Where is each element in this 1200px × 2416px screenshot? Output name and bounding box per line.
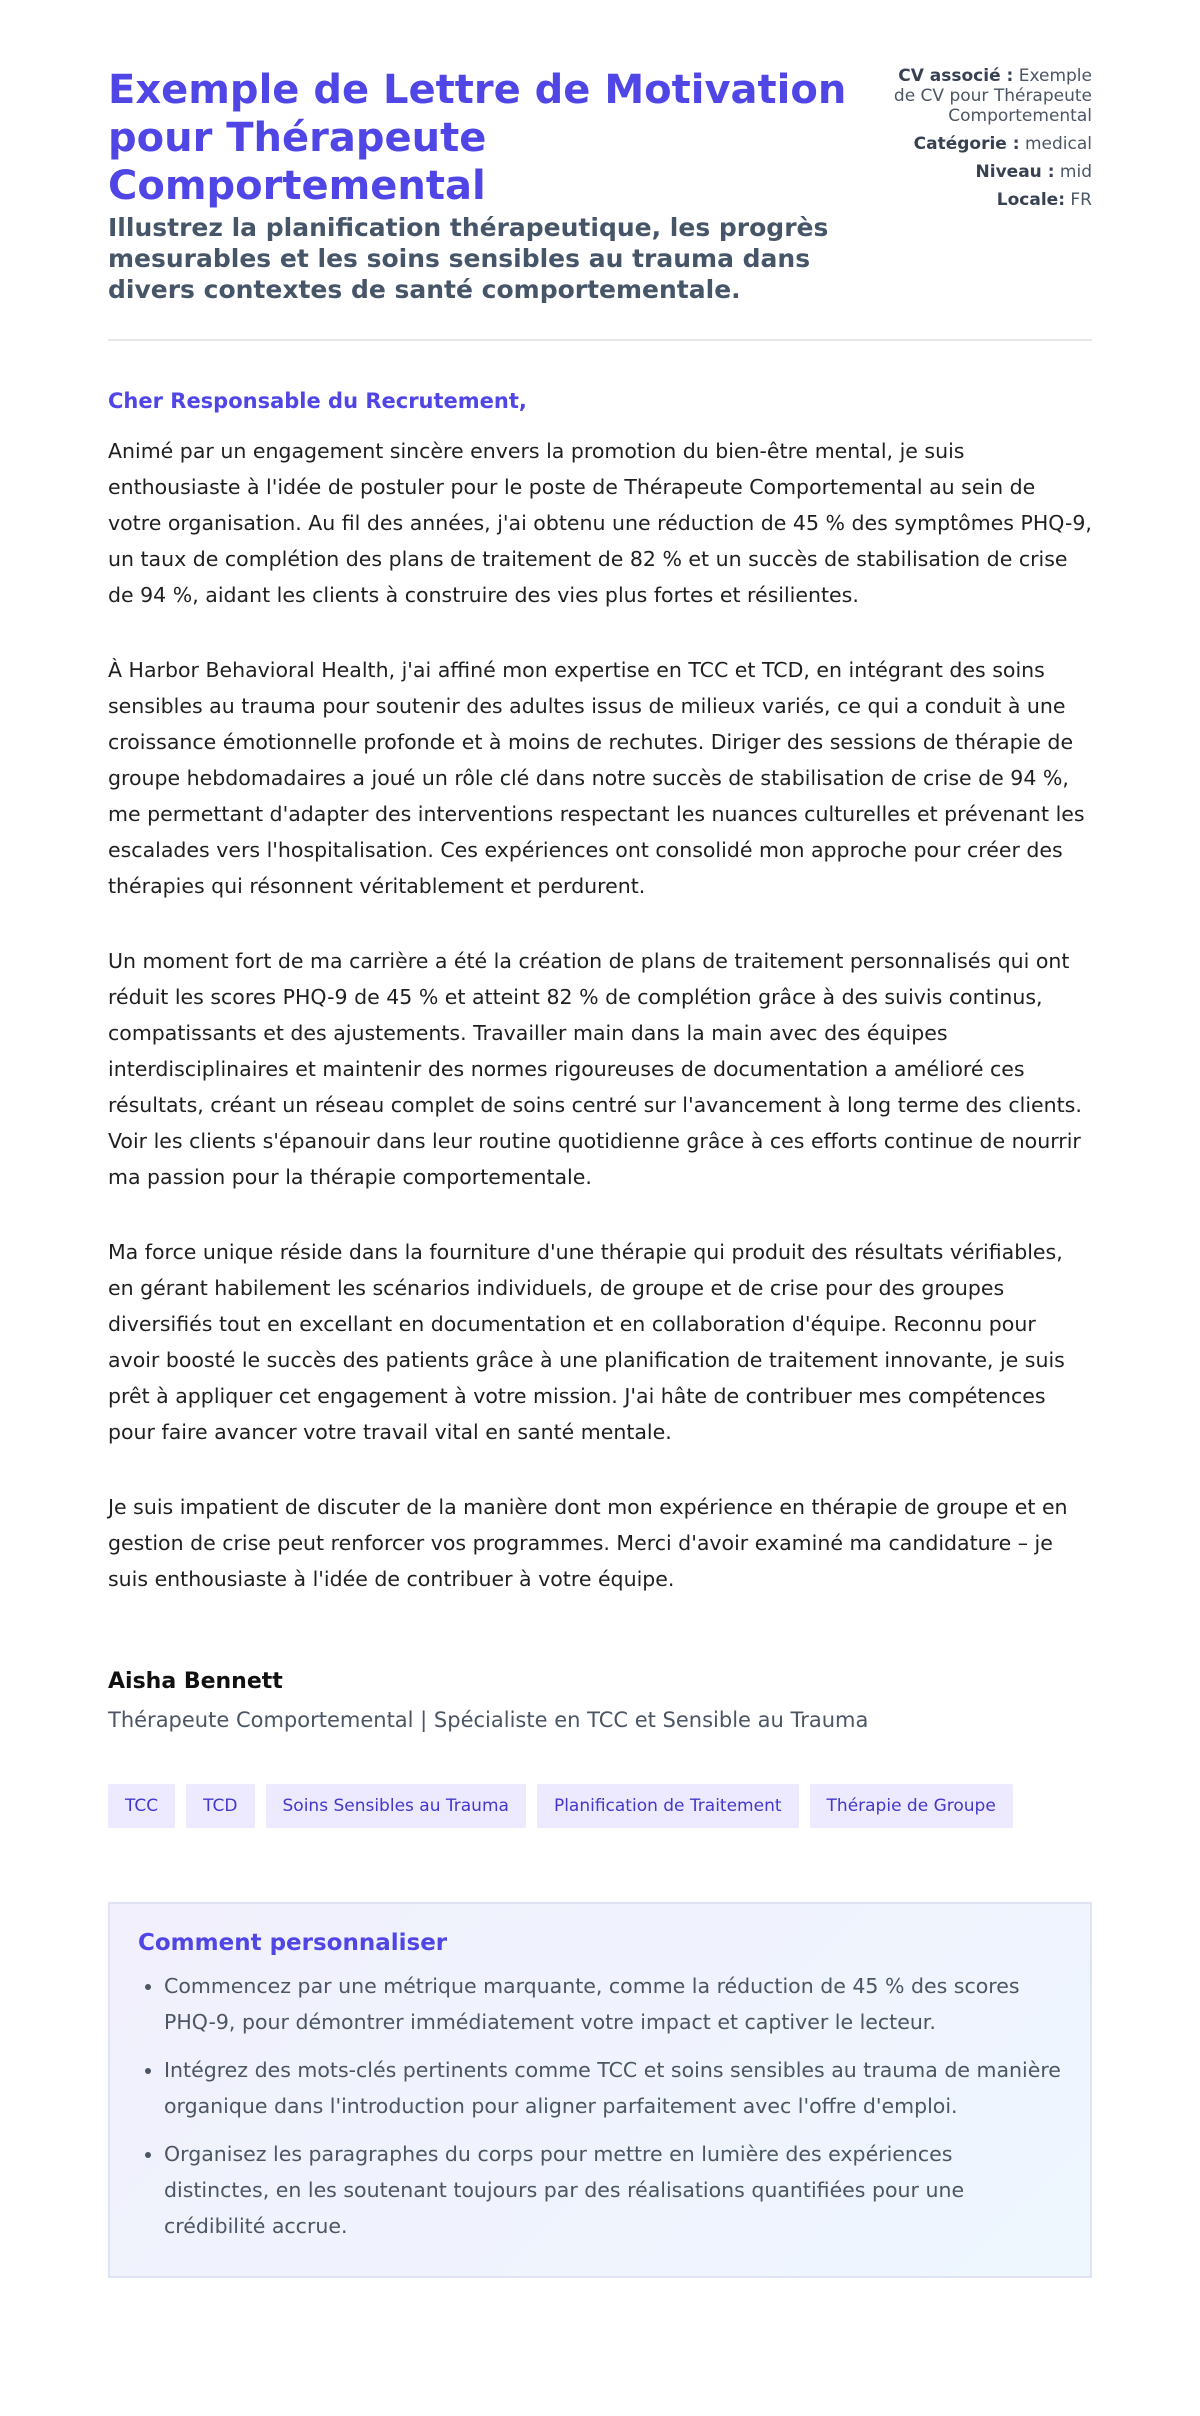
page-subtitle: Illustrez la planification thérapeutique, les progrès mesurables et les soins sensibles au trauma dans divers contextes de santé comportementale. bbox=[108, 213, 829, 304]
meta-cv-value: Exemple de CV pour Thérapeute Comportemental bbox=[893, 66, 1092, 126]
signature-name: Aisha Bennett bbox=[108, 1669, 283, 1694]
meta-category bbox=[882, 134, 1092, 154]
letter-paragraph: Ma force unique réside dans la fourniture d'une thérapie qui produit des résultats vérifiables, en gérant habilement les scénarios individuels, de groupe et de crise pour des groupes diversifiés tout en excellant en documentation et en collaboration d'équipe. Reconnu pour avoir boosté le succès des patients grâce à une planification de traitement innovante, je suis prêt à appliquer cet engagement à votre mission. J'ai hâte de contribuer mes compétences pour faire avancer votre travail vital en santé mentale. bbox=[108, 1240, 1065, 1444]
letter-paragraph: À Harbor Behavioral Health, j'ai affiné mon expertise en TCC et TCD, en intégrant des soins sensibles au trauma pour soutenir des adultes issus de milieux variés, ce qui a conduit à une croissance émotionnelle profonde et à moins de rechutes. Diriger des sessions de thérapie de groupe hebdomadaires a joué un rôle clé dans notre succès de stabilisation de crise de 94 %, me permettant d'adapter des interventions respectant les nuances culturelles et prévenant les escalades vers l'hospitalisation. Ces expériences ont consolidé mon approche pour créer des thérapies qui résonnent véritablement et perdurent. bbox=[108, 658, 1085, 898]
meta-locale-label: Locale: bbox=[996, 190, 1065, 210]
tip-item: • Commencez par une métrique marquante, comme la réduction de 45 % des scores PHQ-9, pour démontrer immédiatement votre impact et captiver le lecteur. bbox=[164, 1968, 1062, 2040]
letter-greeting: Cher Responsable du Recrutement, bbox=[108, 389, 527, 413]
skill-tags bbox=[108, 1784, 1092, 1828]
letter-paragraph: Animé par un engagement sincère envers la promotion du bien-être mental, je suis enthousiaste à l'idée de postuler pour le poste de Thérapeute Comportemental au sein de votre organisation. Au fil des années, j'ai obtenu une réduction de 45 % des symptômes PHQ-9, un taux de complétion des plans de traitement de 82 % et un succès de stabilisation de crise de 94 %, aidant les clients à construire des vies plus fortes et résilientes. bbox=[108, 439, 1092, 607]
meta-level-value: mid bbox=[1059, 162, 1092, 182]
tip-item: • Intégrez des mots-clés pertinents comme TCC et soins sensibles au trauma de manière organique dans l'introduction pour aligner parfaitement avec l'offre d'emploi. bbox=[164, 2052, 1062, 2124]
letter-paragraph: Je suis impatient de discuter de la manière dont mon expérience en thérapie de groupe et en gestion de crise peut renforcer vos programmes. Merci d'avoir examiné ma candidature – je suis enthousiaste à l'idée de contribuer à votre équipe. bbox=[108, 1495, 1068, 1591]
meta-level-label: Niveau : bbox=[975, 162, 1055, 182]
tips-heading: Comment personnaliser bbox=[138, 1930, 448, 1956]
meta-level bbox=[882, 162, 1092, 182]
metadata-panel bbox=[882, 66, 1092, 218]
skill-tag: Planification de Traitement bbox=[537, 1784, 799, 1828]
page-title: Exemple de Lettre de Motivation pour Thérapeute Comportemental bbox=[108, 67, 847, 209]
letter-paragraph: Un moment fort de ma carrière a été la création de plans de traitement personnalisés qui ont réduit les scores PHQ-9 de 45 % et atteint 82 % de complétion grâce à des suivis continus, compatissants et des ajustements. Travailler main dans la main avec des équipes interdisciplinaires et maintenir des normes rigoureuses de documentation a amélioré ces résultats, créant un réseau complet de soins centré sur l'avancement à long terme des clients. Voir les clients s'épanouir dans leur routine quotidienne grâce à ces efforts continue de nourrir ma passion pour la thérapie comportementale. bbox=[108, 949, 1082, 1189]
skill-tag: TCD bbox=[186, 1784, 254, 1828]
meta-locale-value: FR bbox=[1070, 190, 1092, 210]
meta-cv bbox=[882, 66, 1092, 126]
tips-list bbox=[138, 1968, 1062, 2244]
meta-category-label: Catégorie : bbox=[913, 134, 1020, 154]
meta-category-value: medical bbox=[1024, 134, 1092, 154]
meta-locale bbox=[882, 190, 1092, 210]
tip-item: • Organisez les paragraphes du corps pour mettre en lumière des expériences distinctes, en les soutenant toujours par des réalisations quantifiées pour une crédibilité accrue. bbox=[164, 2136, 1062, 2244]
page-header bbox=[108, 66, 1092, 305]
meta-cv-label: CV associé : bbox=[898, 66, 1014, 86]
signature-title: Thérapeute Comportemental | Spécialiste en TCC et Sensible au Trauma bbox=[108, 1708, 869, 1732]
skill-tag: Thérapie de Groupe bbox=[810, 1784, 1013, 1828]
letter-body bbox=[108, 433, 1092, 1597]
skill-tag: TCC bbox=[108, 1784, 175, 1828]
header-divider bbox=[108, 339, 1092, 341]
customization-tips-box bbox=[108, 1902, 1092, 2278]
skill-tag: Soins Sensibles au Trauma bbox=[266, 1784, 526, 1828]
